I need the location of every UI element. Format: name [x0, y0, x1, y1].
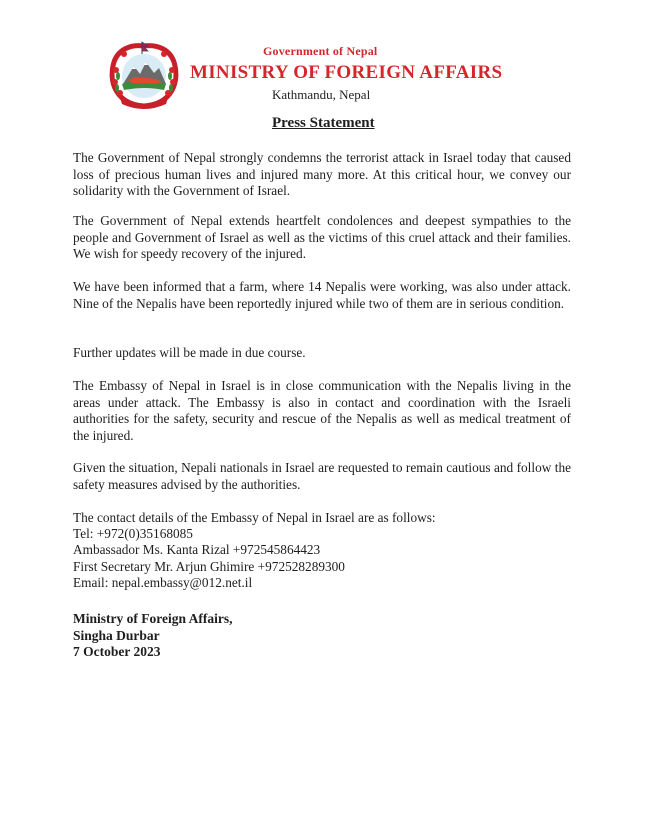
paragraph-condolences: The Government of Nepal extends heartfelt condolences and deepest sympathies to the people and Government of Israel as well as the victims of this cruel attack and their families. We wish for speedy recovery of the injured. [73, 213, 571, 261]
paragraph-embassy: The Embassy of Nepal in Israel is in close communication with the Nepalis living in the areas under attack. The Embassy is also in contact and coordination with the Israeli authorities for the safety, security and rescue of the Nepalis as well as medical treatment of the injured. [73, 378, 571, 443]
contact-first-secretary: First Secretary Mr. Arjun Ghimire +972528289300 [73, 558, 345, 574]
ministry-location: Kathmandu, Nepal [272, 87, 371, 102]
contact-intro: The contact details of the Embassy of Nepal in Israel are as follows: [73, 510, 436, 525]
nepal-emblem-icon [106, 40, 182, 110]
paragraph-advisory: Given the situation, Nepali nationals in Israel are requested to remain cautious and follow the safety measures advised by the authorities. [73, 460, 571, 492]
contact-tel: Tel: +972(0)35168085 [73, 526, 193, 542]
contact-email: Email: nepal.embassy@012.net.il [73, 574, 253, 590]
paragraph-farm-attack: We have been informed that a farm, where 14 Nepalis were working, was also under attack. Nine of the Nepalis have been reportedly injured while two of them are in serious condition. [73, 279, 571, 311]
letterhead [0, 40, 645, 110]
document-title: Press Statement [272, 115, 375, 131]
signature-ministry: Ministry of Foreign Affairs, [73, 611, 233, 626]
paragraph-updates: Further updates will be made in due course. [73, 345, 306, 360]
government-name: Government of Nepal [263, 44, 378, 58]
contact-ambassador: Ambassador Ms. Kanta Rizal +972545864423 [73, 542, 321, 558]
paragraph-condemnation: The Government of Nepal strongly condemns the terrorist attack in Israel today that caused loss of precious human lives and injured many more. At this critical hour, we convey our solidarity with the Government of Israel. [73, 150, 571, 198]
signature-date: 7 October 2023 [73, 644, 161, 659]
signature-block [73, 611, 232, 661]
signature-office: Singha Durbar [73, 627, 160, 643]
ministry-name: MINISTRY OF FOREIGN AFFAIRS [190, 62, 503, 83]
embassy-contact-block [73, 510, 436, 591]
